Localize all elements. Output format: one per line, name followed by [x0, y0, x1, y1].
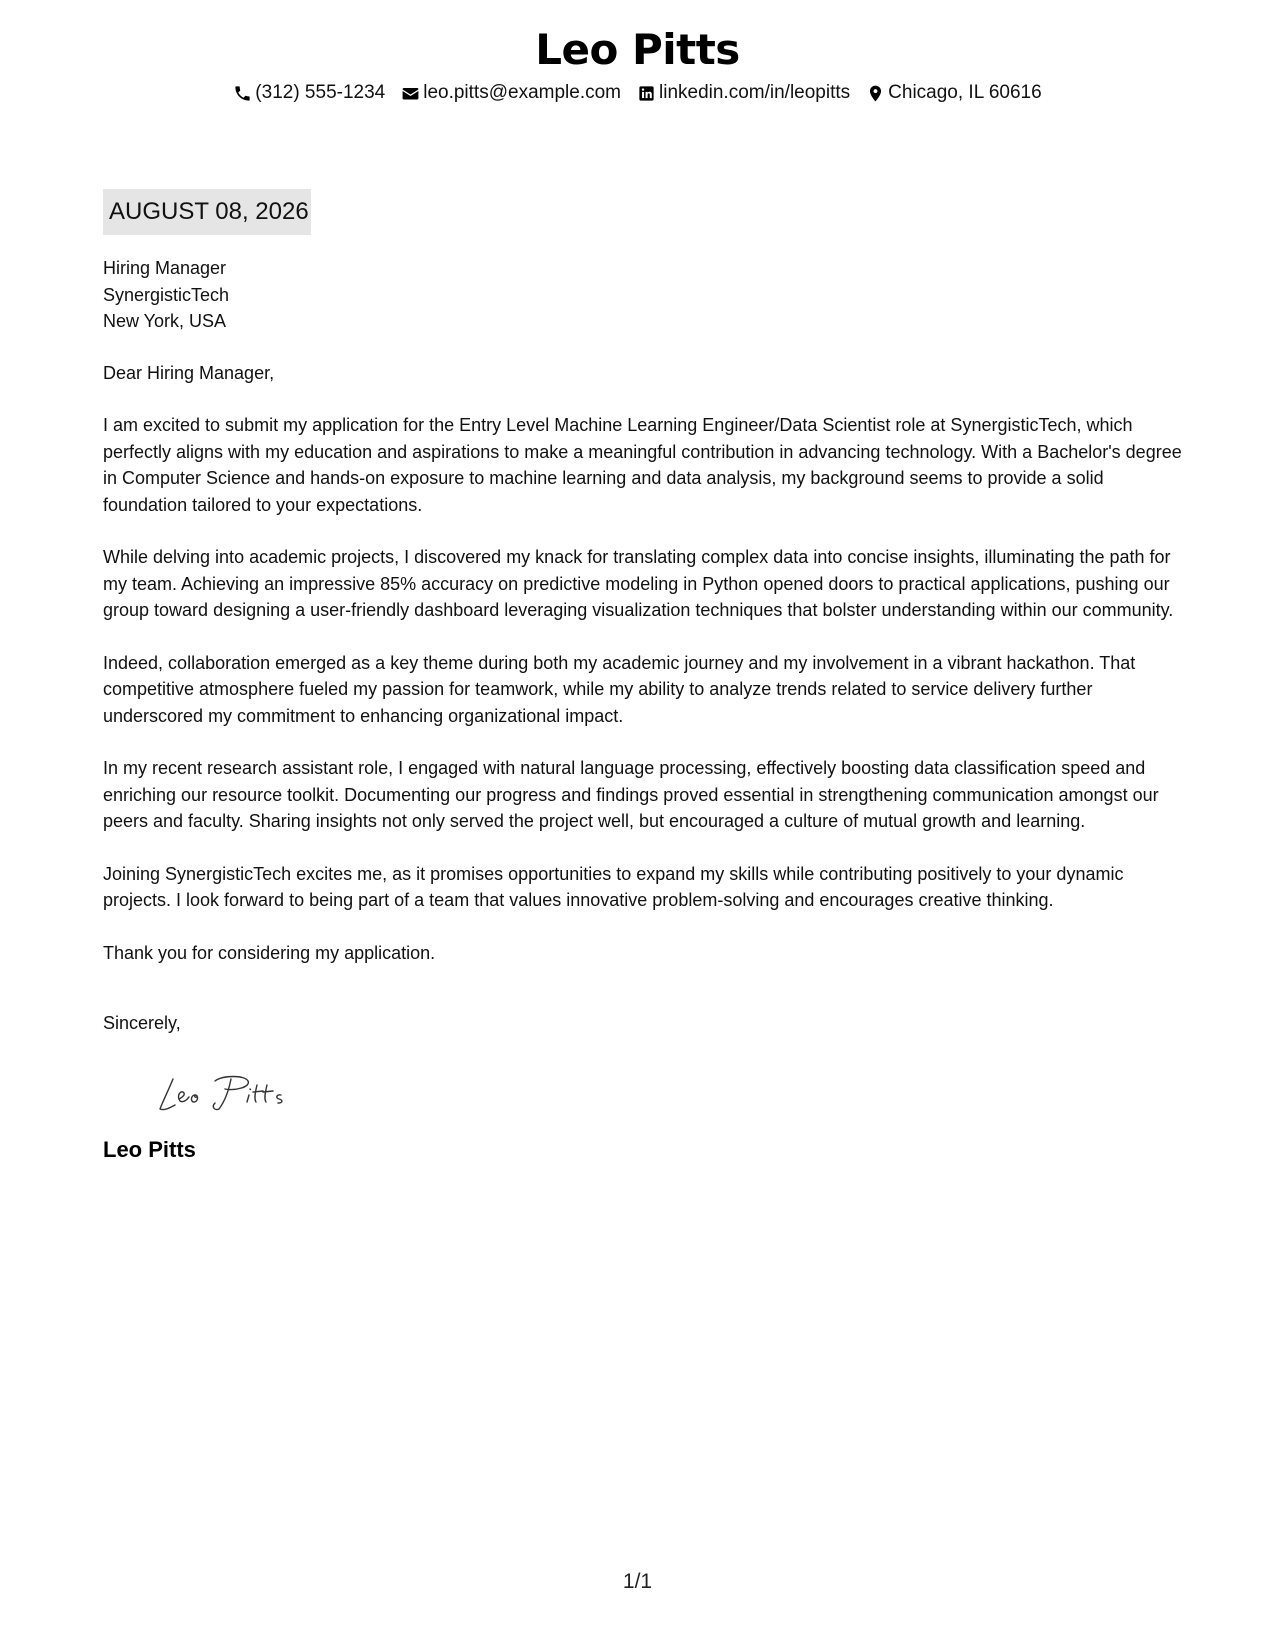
closing: Sincerely, [103, 1013, 181, 1033]
contact-location [866, 80, 1042, 106]
letter-date: AUGUST 08, 2026 [103, 189, 311, 235]
signature [153, 1067, 323, 1117]
body-paragraph-1: I am excited to submit my application for the Entry Level Machine Learning Engineer/Data Scientist role at SynergisticTech, which perfectly aligns with my education and aspirations to make a meaningful contribution in advancing technology. With a Bachelor's degree in Computer Science and hands-on exposure to machine learning and data analysis, my background seems to provide a solid foundation tailored to your expectations. [103, 415, 1182, 515]
envelope-icon [401, 84, 420, 103]
signer-name: Leo Pitts [103, 1136, 196, 1162]
letter-body [103, 189, 1183, 1165]
contact-phone [233, 80, 385, 106]
location-text: Chicago, IL 60616 [888, 82, 1042, 103]
recipient-location: New York, USA [103, 311, 227, 331]
recipient-block [103, 255, 1183, 335]
contact-info [0, 80, 1275, 106]
applicant-name: Leo Pitts [535, 25, 740, 74]
body-paragraph-5: Joining SynergisticTech excites me, as it promises opportunities to expand my skills while contributing positively to your dynamic projects. I look forward to being part of a team that values innovative problem-solving and encourages creative thinking. [103, 863, 1124, 910]
body-paragraph-2: While delving into academic projects, I discovered my knack for translating complex data into concise insights, illuminating the path for my team. Achieving an impressive 85% accuracy on predictive modeling in Python opened doors to practical applications, pushing our group toward designing a user-friendly dashboard leveraging visualization techniques that bolster understanding within our community. [103, 547, 1174, 620]
page-number: 1/1 [622, 1570, 653, 1593]
letter-header [0, 22, 1275, 106]
body-paragraph-6: Thank you for considering my application. [103, 942, 436, 963]
linkedin-icon [637, 84, 656, 103]
body-paragraph-3: Indeed, collaboration emerged as a key theme during both my academic journey and my involvement in a vibrant hackathon. That competitive atmosphere fueled my passion for teamwork, while my ability to analyze trends related to service delivery further underscored my commitment to enhancing organizational impact. [103, 652, 1136, 726]
contact-linkedin [637, 80, 850, 106]
body-paragraph-4: In my recent research assistant role, I engaged with natural language processing, effectively boosting data classification speed and enriching our resource toolkit. Documenting our progress and findings proved essential in strengthening communication amongst our peers and faculty. Sharing insights not only served the project well, but encouraged a culture of mutual growth and learning. [103, 758, 1159, 831]
map-pin-icon [866, 84, 885, 103]
recipient-title: Hiring Manager [103, 258, 227, 278]
salutation: Dear Hiring Manager, [103, 362, 275, 383]
linkedin-url: linkedin.com/in/leopitts [659, 82, 851, 103]
recipient-company: SynergisticTech [103, 284, 230, 305]
contact-email [401, 80, 621, 106]
email-address: leo.pitts@example.com [423, 82, 621, 103]
phone-number: (312) 555-1234 [255, 82, 386, 103]
phone-icon [233, 84, 252, 103]
